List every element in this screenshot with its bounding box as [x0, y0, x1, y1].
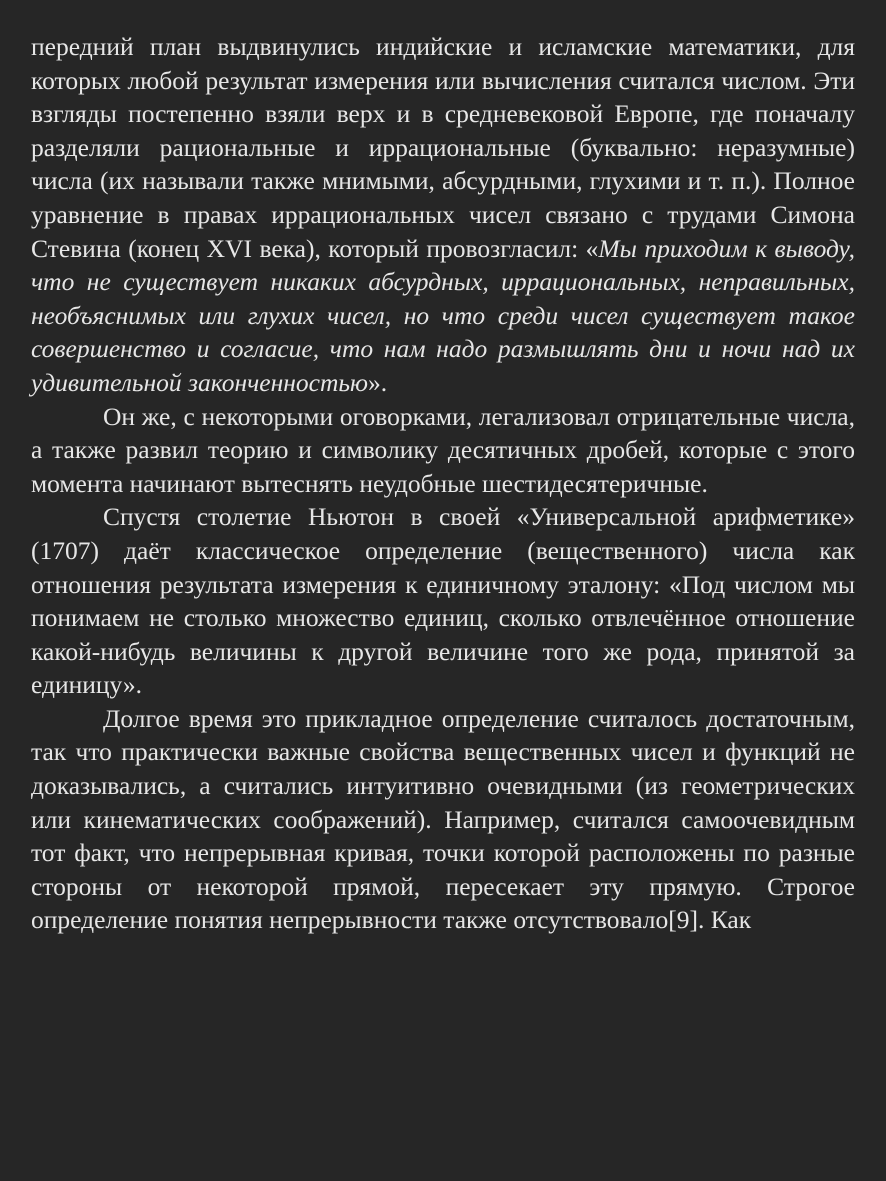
paragraph-continuity: Долгое время это прикладное определение считалось достаточным, так что практически важные свойства вещественных чисел и функций не доказывались, а считались интуитивно очевидными (из геометрических или кинематических соображений). Например, считался самоочевидным тот факт, что непрерывная кривая, точки которой расположены по разные стороны от некоторой прямой, пересекает эту прямую. Строгое определение понятия непрерывности также отсутствовало[9]. Как [31, 703, 855, 935]
paragraph-stevin-text: передний план выдвинулись индийские и исламские математики, для которых любой результат измерения или вычисления считался числом. Эти взгляды постепенно взяли верх и в средневековой Европе, где поначалу разделяли рациональные и иррациональные (буквально: неразумные) числа (их называли также мнимыми, абсурдными, глухими и т. п.). Полное уравнение в правах иррациональных чисел связано с трудами Симона Стевина (конец XVI века), который провозгласил: « [31, 32, 855, 263]
paragraph-negative-numbers: Он же, с некоторыми оговорками, легализовал отрицательные числа, а также развил теорию и символику десятичных дробей, которые с этого момента начинают вытеснять неудобные шестидесятеричные. [31, 401, 855, 498]
stevin-quote: Мы приходим к выводу, что не существует никаких абсурдных, иррациональных, неправильных, необъяснимых или глухих чисел, но что среди чисел существует такое совершенство и согласие, что нам надо размышлять дни и ночи над их удивительной законченностью [31, 233, 855, 397]
document-page [31, 30, 855, 937]
paragraph-stevin [31, 30, 855, 400]
paragraph-stevin-end: ». [367, 367, 388, 397]
paragraph-newton: Спустя столетие Ньютон в своей «Универсальной арифметике» (1707) даёт классическое определение (вещественного) числа как отношения результата измерения к единичному эталону: «Под числом мы понимаем не столько множество единиц, сколько отвлечённое отношение какой-нибудь величины к другой величине того же рода, принятой за единицу». [31, 502, 855, 700]
